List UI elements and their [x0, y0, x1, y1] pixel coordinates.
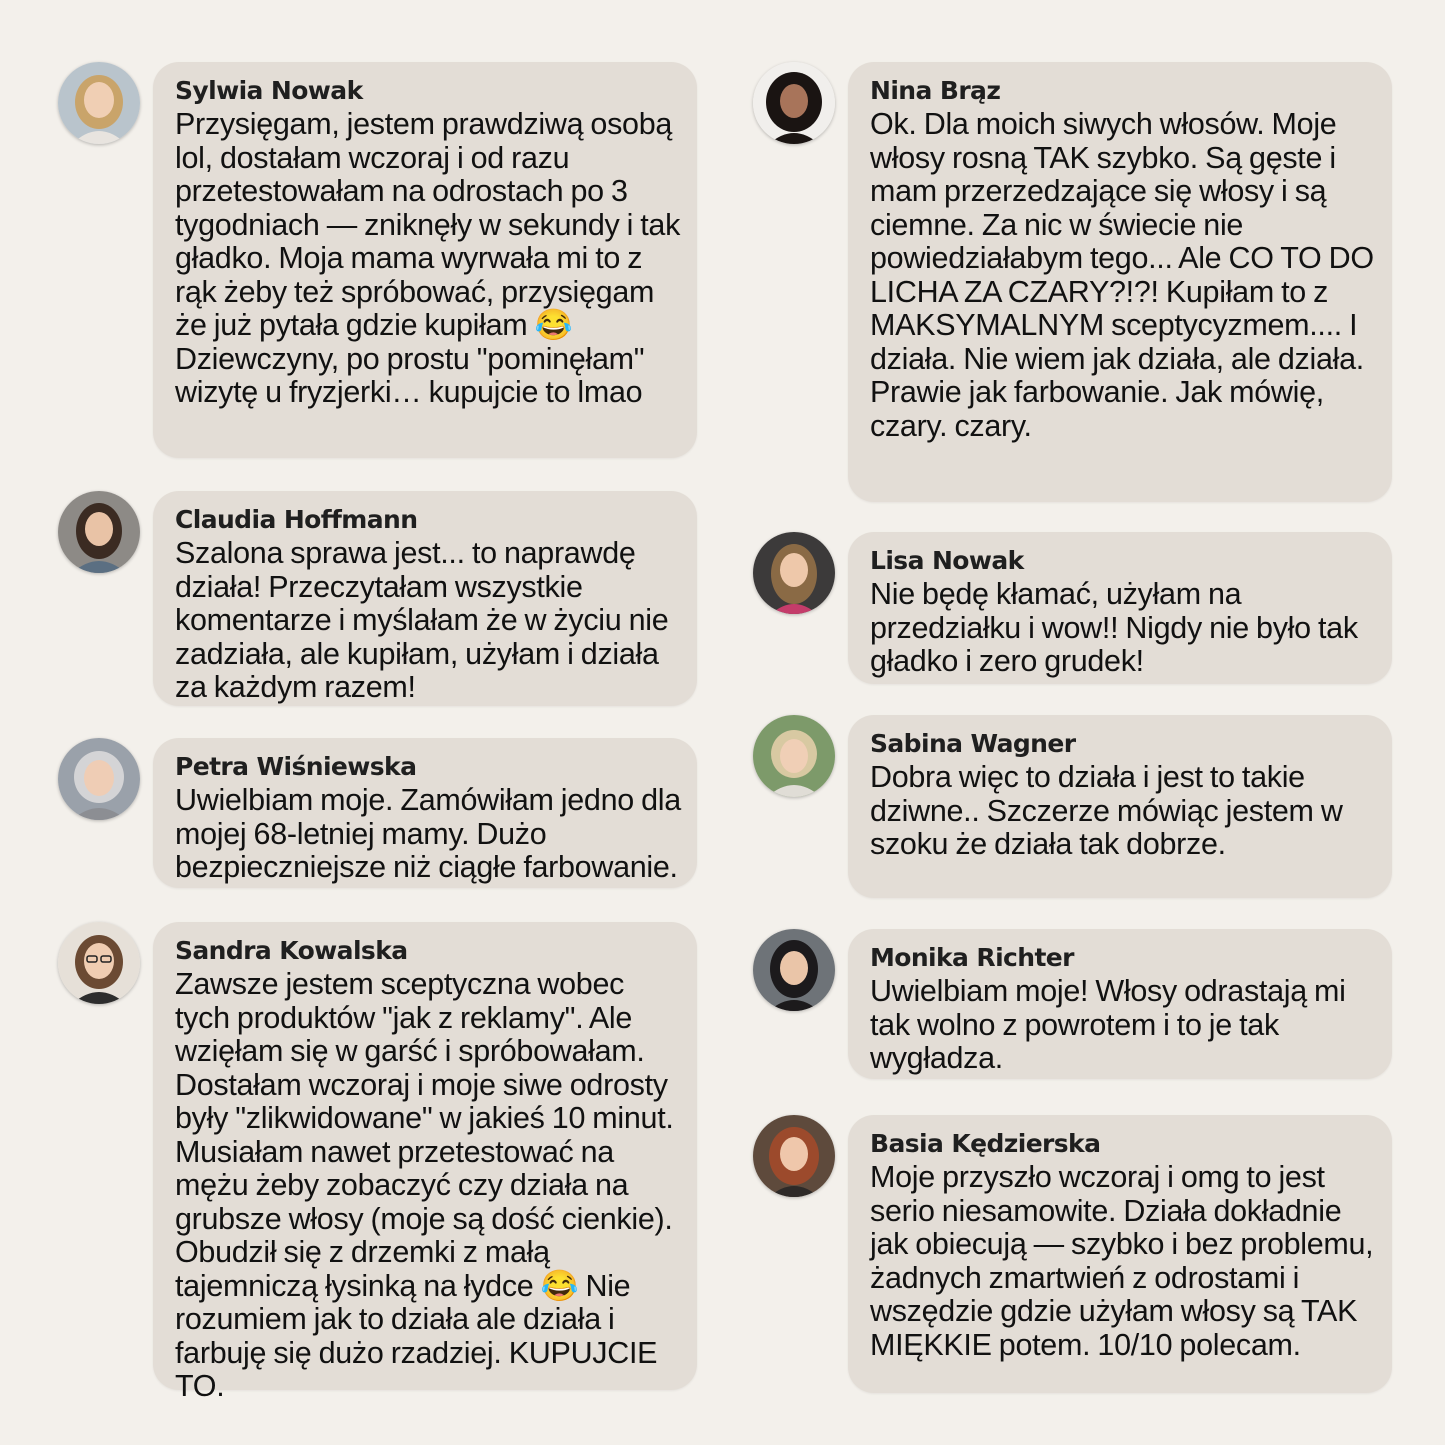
- comment-bubble: [848, 715, 1392, 898]
- comment-author[interactable]: Nina Brąz: [870, 76, 1001, 105]
- comment-author[interactable]: Claudia Hoffmann: [175, 505, 418, 534]
- comment-bubble: [153, 738, 697, 888]
- comment-bubble: [153, 62, 697, 458]
- comment-author[interactable]: Sylwia Nowak: [175, 76, 363, 105]
- avatar[interactable]: [753, 62, 835, 144]
- comment-author[interactable]: Basia Kędzierska: [870, 1129, 1101, 1158]
- comment-text: Zawsze jestem sceptyczna wobec tych produktów "jak z reklamy". Ale wzięłam się w garść i spróbowałam. Dostałam wczoraj i moje siwe odrosty były "zlikwidowane" w jakieś 10 minut. Musiałam nawet przetestować na mężu żeby zobaczyć czy działa na grubsze włosy (moje są dość cienkie). Obudził się z drzemki z małą tajemniczą łysinką na łydce 😂 Nie rozumiem jak to działa ale działa i farbuję się dużo rzadziej. KUPUJCIE TO.: [175, 967, 674, 1403]
- comment-author[interactable]: Lisa Nowak: [870, 546, 1024, 575]
- avatar[interactable]: [753, 715, 835, 797]
- avatar[interactable]: [58, 62, 140, 144]
- avatar[interactable]: [58, 922, 140, 1004]
- avatar[interactable]: [753, 929, 835, 1011]
- comment-author[interactable]: Petra Wiśniewska: [175, 752, 417, 781]
- comment-text: Przysięgam, jestem prawdziwą osobą lol, dostałam wczoraj i od razu przetestowałam na odrostach po 3 tygodniach — zniknęły w sekundy i tak gładko. Moja mama wyrwała mi to z rąk żeby też spróbować, przysięgam że już pytała gdzie kupiłam 😂 Dziewczyny, po prostu "pominęłam" wizytę u fryzjerki… kupujcie to lmao: [175, 107, 681, 409]
- comment-bubble: [848, 929, 1392, 1079]
- comment-bubble: [153, 491, 697, 706]
- comment-author[interactable]: Sandra Kowalska: [175, 936, 408, 965]
- comment-author[interactable]: Monika Richter: [870, 943, 1074, 972]
- avatar[interactable]: [58, 491, 140, 573]
- comment-bubble: [848, 1115, 1392, 1393]
- comment-text: Moje przyszło wczoraj i omg to jest serio niesamowite. Działa dokładnie jak obiecują — szybko i bez problemu, żadnych zmartwień z odrostami i wszędzie gdzie użyłam włosy są TAK MIĘKKIE potem. 10/10 polecam.: [870, 1160, 1374, 1362]
- avatar[interactable]: [753, 1115, 835, 1197]
- comment-text: Uwielbiam moje! Włosy odrastają mi tak wolno z powrotem i to je tak wygładza.: [870, 974, 1346, 1075]
- comment-bubble: [848, 62, 1392, 502]
- comment-text: Szalona sprawa jest... to naprawdę działa! Przeczytałam wszystkie komentarze i myślałam że w życiu nie zadziała, ale kupiłam, użyłam i działa za każdym razem!: [175, 536, 669, 704]
- comment-text: Dobra więc to działa i jest to takie dziwne.. Szczerze mówiąc jestem w szoku że działa tak dobrze.: [870, 760, 1343, 861]
- comment-bubble: [848, 532, 1392, 684]
- comment-text: Ok. Dla moich siwych włosów. Moje włosy rosną TAK szybko. Są gęste i mam przerzedzające się włosy i są ciemne. Za nic w świecie nie powiedziałabym tego... Ale CO TO DO LICHA ZA CZARY?!?! Kupiłam to z MAKSYMALNYM sceptycyzmem.... I działa. Nie wiem jak działa, ale działa. Prawie jak farbowanie. Jak mówię, czary. czary.: [870, 107, 1374, 443]
- comment-text: Uwielbiam moje. Zamówiłam jedno dla mojej 68-letniej mamy. Dużo bezpieczniejsze niż ciągłe farbowanie.: [175, 783, 681, 884]
- comment-text: Nie będę kłamać, użyłam na przedziałku i wow!! Nigdy nie było tak gładko i zero grudek!: [870, 577, 1358, 678]
- avatar[interactable]: [58, 738, 140, 820]
- comment-author[interactable]: Sabina Wagner: [870, 729, 1076, 758]
- comment-bubble: [153, 922, 697, 1403]
- avatar[interactable]: [753, 532, 835, 614]
